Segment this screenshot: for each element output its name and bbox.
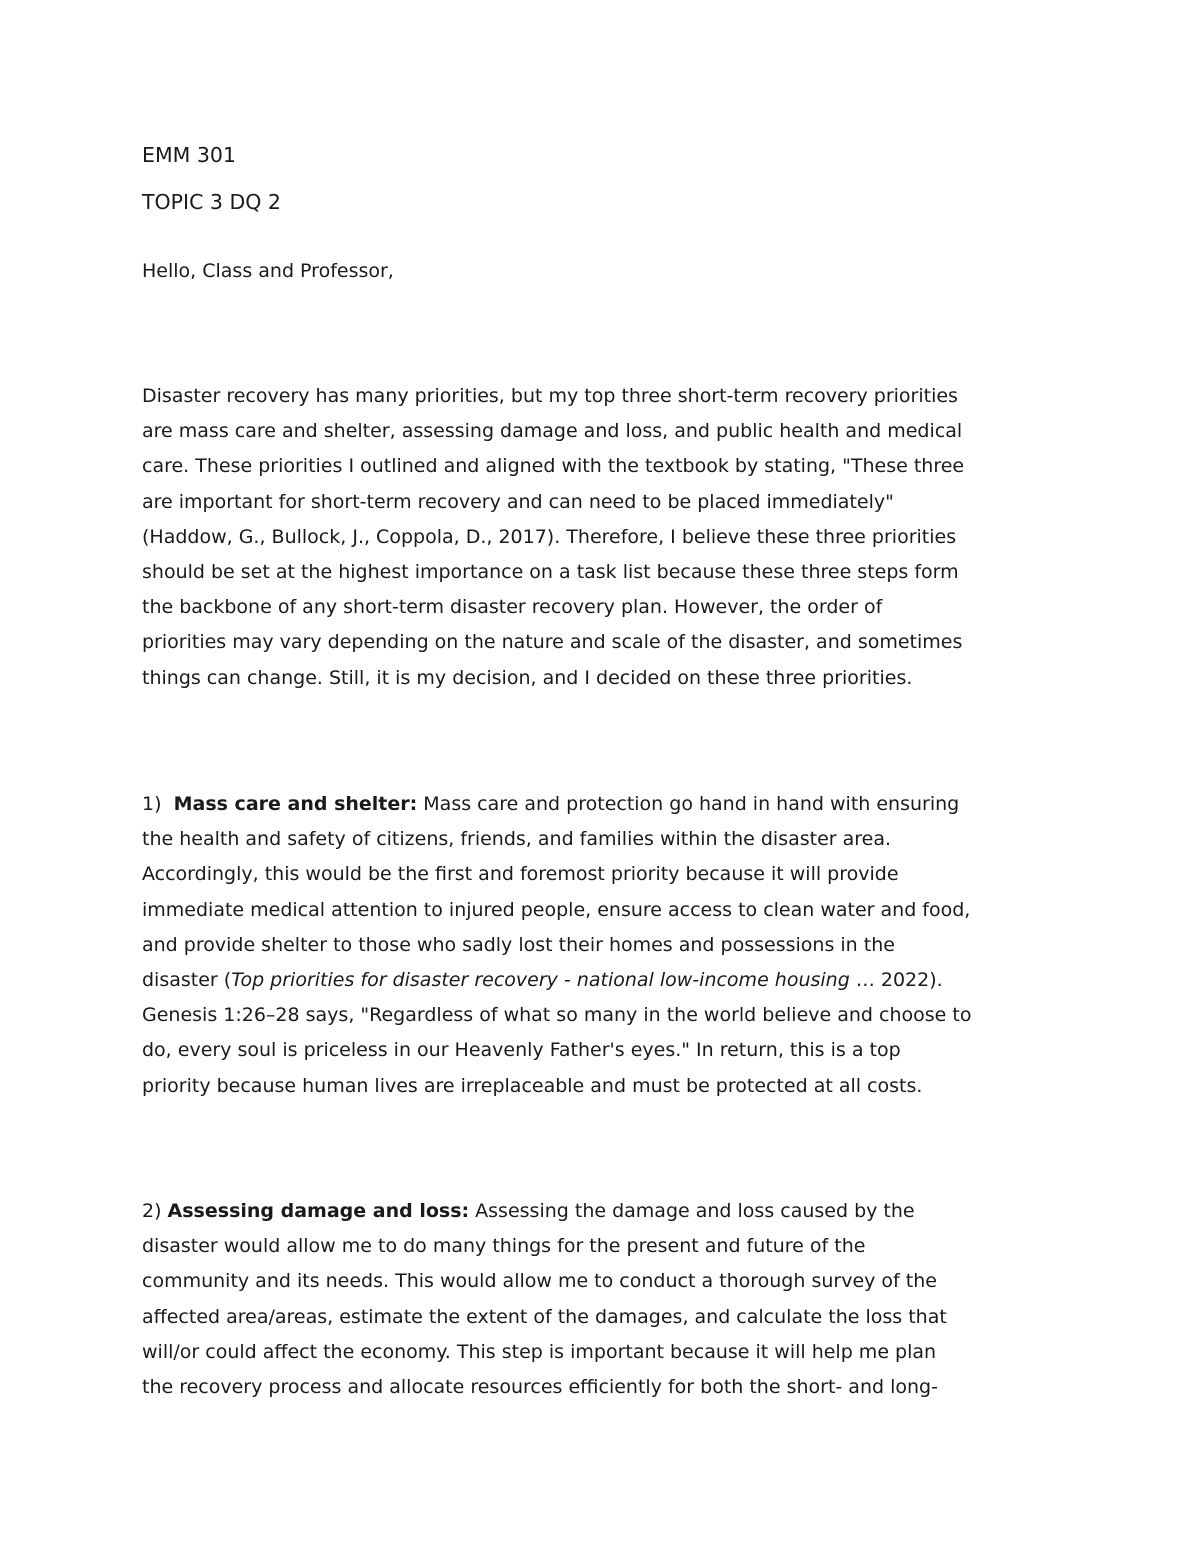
topic-title: TOPIC 3 DQ 2 <box>142 190 281 214</box>
citation-suffix: … 2022). <box>849 969 943 992</box>
citation-prefix: disaster ( <box>142 969 232 992</box>
item-text: Mass care and protection go hand in hand with ensuring <box>417 793 960 815</box>
citation-line <box>142 963 1062 998</box>
intro-line: things can change. Still, it is my decision, and I decided on these three priorities. <box>142 666 913 689</box>
item-title: Assessing damage and loss: <box>167 1200 470 1222</box>
priority-item-mass-care <box>142 787 1062 1104</box>
intro-line: are important for short-term recovery and can need to be placed immediately" <box>142 490 894 513</box>
item-number: 2) <box>142 1200 168 1222</box>
intro-line: Disaster recovery has many priorities, but my top three short-term recovery priorities <box>142 385 958 407</box>
greeting: Hello, Class and Professor, <box>142 260 394 282</box>
priority-item-first-line <box>142 787 1062 822</box>
item-line: affected area/areas, estimate the extent of the damages, and calculate the loss that <box>142 1305 947 1328</box>
course-title: EMM 301 <box>142 143 236 167</box>
item-line: do, every soul is priceless in our Heavenly Father's eyes." In return, this is a top <box>142 1039 901 1062</box>
item-line: the recovery process and allocate resources efficiently for both the short- and long- <box>142 1376 938 1399</box>
item-text: Assessing the damage and loss caused by the <box>469 1200 915 1222</box>
item-line: and provide shelter to those who sadly lost their homes and possessions in the <box>142 933 895 956</box>
intro-line: care. These priorities I outlined and aligned with the textbook by stating, "These three <box>142 455 965 478</box>
priority-item-first-line <box>142 1194 1062 1229</box>
intro-line: priorities may vary depending on the nature and scale of the disaster, and sometimes <box>142 631 963 654</box>
item-line: community and its needs. This would allow me to conduct a thorough survey of the <box>142 1270 937 1293</box>
item-line: disaster would allow me to do many things for the present and future of the <box>142 1235 866 1258</box>
intro-paragraph <box>142 379 1062 696</box>
item-title: Mass care and shelter: <box>173 793 418 815</box>
item-line: the health and safety of citizens, friends, and families within the disaster area. <box>142 828 892 851</box>
item-line: Accordingly, this would be the first and foremost priority because it will provide <box>142 863 899 886</box>
item-line: immediate medical attention to injured people, ensure access to clean water and food, <box>142 898 971 921</box>
intro-line: are mass care and shelter, assessing damage and loss, and public health and medical <box>142 420 963 443</box>
priority-item-assessing-damage <box>142 1194 1062 1405</box>
item-line: Genesis 1:26–28 says, "Regardless of what so many in the world believe and choose to <box>142 1004 972 1027</box>
item-line: priority because human lives are irreplaceable and must be protected at all costs. <box>142 1074 923 1097</box>
item-line: will/or could affect the economy. This step is important because it will help me plan <box>142 1340 937 1363</box>
citation-source: Top priorities for disaster recovery - national low-income housing <box>231 969 850 992</box>
intro-line: (Haddow, G., Bullock, J., Coppola, D., 2017). Therefore, I believe these three priorities <box>142 525 957 548</box>
item-number: 1) <box>142 793 174 815</box>
intro-line: the backbone of any short-term disaster recovery plan. However, the order of <box>142 596 883 619</box>
intro-line: should be set at the highest importance on a task list because these three steps form <box>142 561 959 584</box>
